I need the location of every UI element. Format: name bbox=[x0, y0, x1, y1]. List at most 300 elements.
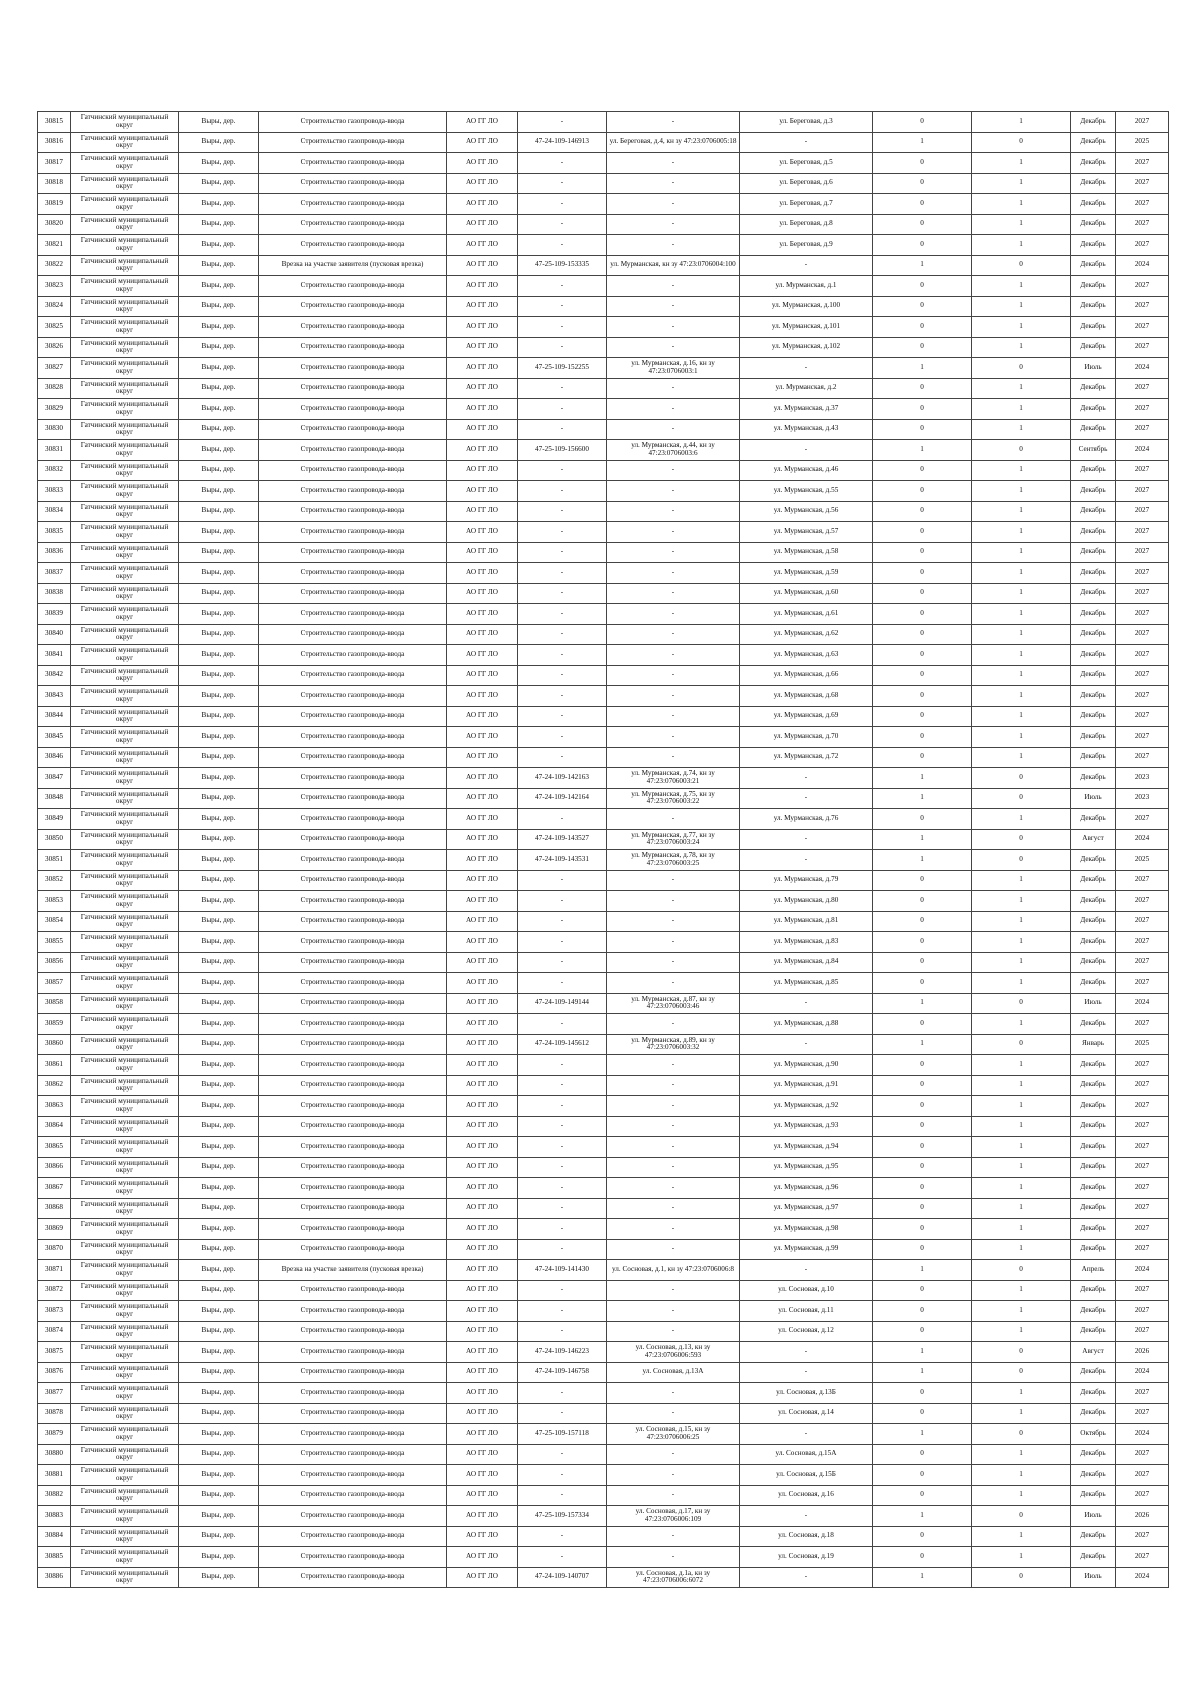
table-row bbox=[38, 1157, 1169, 1178]
table-row bbox=[38, 952, 1169, 973]
settlement-cell: Выры, дер. bbox=[179, 911, 259, 932]
month-cell: Декабрь bbox=[1071, 932, 1116, 953]
flag-a-cell: 0 bbox=[873, 1075, 972, 1096]
flag-b-cell: 1 bbox=[972, 624, 1071, 645]
table-row bbox=[38, 891, 1169, 912]
cadastral-address-cell: - bbox=[607, 276, 740, 297]
table-row bbox=[38, 727, 1169, 748]
row-number-cell: 30867 bbox=[38, 1178, 71, 1199]
address-cell: ул. Сосновая, д.10 bbox=[740, 1280, 873, 1301]
settlement-cell: Выры, дер. bbox=[179, 1178, 259, 1199]
table-row bbox=[38, 1321, 1169, 1342]
year-cell: 2027 bbox=[1116, 706, 1169, 727]
address-cell: ул. Береговая, д.6 bbox=[740, 173, 873, 194]
organization-cell: АО ГГ ЛО bbox=[447, 1362, 518, 1383]
month-cell: Август bbox=[1071, 1342, 1116, 1363]
year-cell: 2027 bbox=[1116, 1096, 1169, 1117]
address-cell: - bbox=[740, 358, 873, 379]
address-cell: ул. Мурманская, д.85 bbox=[740, 973, 873, 994]
row-number-cell: 30823 bbox=[38, 276, 71, 297]
address-cell: ул. Сосновая, д.19 bbox=[740, 1547, 873, 1568]
address-cell: ул. Мурманская, д.56 bbox=[740, 501, 873, 522]
year-cell: 2027 bbox=[1116, 1075, 1169, 1096]
row-number-cell: 30819 bbox=[38, 194, 71, 215]
table-row bbox=[38, 419, 1169, 440]
district-cell: Гатчинский муниципальный округ bbox=[71, 850, 179, 871]
table-row bbox=[38, 583, 1169, 604]
month-cell: Декабрь bbox=[1071, 1383, 1116, 1404]
settlement-cell: Выры, дер. bbox=[179, 891, 259, 912]
table-row bbox=[38, 1547, 1169, 1568]
row-number-cell: 30841 bbox=[38, 645, 71, 666]
cadastral-address-cell: ул. Мурманская, д.44, кн зу 47:23:0706003:6 bbox=[607, 440, 740, 461]
table-row bbox=[38, 1506, 1169, 1527]
address-cell: ул. Сосновая, д.18 bbox=[740, 1526, 873, 1547]
year-cell: 2024 bbox=[1116, 993, 1169, 1014]
month-cell: Декабрь bbox=[1071, 665, 1116, 686]
year-cell: 2023 bbox=[1116, 788, 1169, 809]
flag-b-cell: 1 bbox=[972, 973, 1071, 994]
flag-a-cell: 0 bbox=[873, 173, 972, 194]
district-cell: Гатчинский муниципальный округ bbox=[71, 891, 179, 912]
month-cell: Декабрь bbox=[1071, 1075, 1116, 1096]
month-cell: Сентябрь bbox=[1071, 440, 1116, 461]
work-type-cell: Строительство газопровода-ввода bbox=[259, 952, 447, 973]
settlement-cell: Выры, дер. bbox=[179, 255, 259, 276]
district-cell: Гатчинский муниципальный округ bbox=[71, 1362, 179, 1383]
district-cell: Гатчинский муниципальный округ bbox=[71, 501, 179, 522]
year-cell: 2023 bbox=[1116, 768, 1169, 789]
flag-a-cell: 0 bbox=[873, 870, 972, 891]
cadastral-address-cell: - bbox=[607, 1014, 740, 1035]
month-cell: Декабрь bbox=[1071, 1547, 1116, 1568]
year-cell: 2027 bbox=[1116, 1157, 1169, 1178]
month-cell: Декабрь bbox=[1071, 952, 1116, 973]
district-cell: Гатчинский муниципальный округ bbox=[71, 1075, 179, 1096]
flag-a-cell: 0 bbox=[873, 276, 972, 297]
district-cell: Гатчинский муниципальный округ bbox=[71, 358, 179, 379]
year-cell: 2027 bbox=[1116, 1137, 1169, 1158]
month-cell: Декабрь bbox=[1071, 1280, 1116, 1301]
row-number-cell: 30854 bbox=[38, 911, 71, 932]
district-cell: Гатчинский муниципальный округ bbox=[71, 1198, 179, 1219]
application-number-cell: - bbox=[518, 1465, 607, 1486]
district-cell: Гатчинский муниципальный округ bbox=[71, 624, 179, 645]
table-row bbox=[38, 870, 1169, 891]
year-cell: 2027 bbox=[1116, 911, 1169, 932]
cadastral-address-cell: - bbox=[607, 911, 740, 932]
flag-b-cell: 1 bbox=[972, 1075, 1071, 1096]
cadastral-address-cell: - bbox=[607, 686, 740, 707]
settlement-cell: Выры, дер. bbox=[179, 1444, 259, 1465]
month-cell: Декабрь bbox=[1071, 973, 1116, 994]
address-cell: - bbox=[740, 768, 873, 789]
settlement-cell: Выры, дер. bbox=[179, 1034, 259, 1055]
settlement-cell: Выры, дер. bbox=[179, 665, 259, 686]
address-cell: ул. Береговая, д.9 bbox=[740, 235, 873, 256]
application-number-cell: - bbox=[518, 665, 607, 686]
flag-a-cell: 0 bbox=[873, 1219, 972, 1240]
flag-a-cell: 1 bbox=[873, 1424, 972, 1445]
work-type-cell: Строительство газопровода-ввода bbox=[259, 378, 447, 399]
address-cell: ул. Мурманская, д.93 bbox=[740, 1116, 873, 1137]
cadastral-address-cell: - bbox=[607, 932, 740, 953]
flag-a-cell: 1 bbox=[873, 255, 972, 276]
row-number-cell: 30865 bbox=[38, 1137, 71, 1158]
flag-a-cell: 0 bbox=[873, 194, 972, 215]
row-number-cell: 30855 bbox=[38, 932, 71, 953]
organization-cell: АО ГГ ЛО bbox=[447, 1260, 518, 1281]
flag-a-cell: 0 bbox=[873, 747, 972, 768]
application-number-cell: - bbox=[518, 1301, 607, 1322]
work-type-cell: Строительство газопровода-ввода bbox=[259, 399, 447, 420]
work-type-cell: Строительство газопровода-ввода bbox=[259, 1567, 447, 1588]
flag-b-cell: 1 bbox=[972, 911, 1071, 932]
table-row bbox=[38, 317, 1169, 338]
month-cell: Декабрь bbox=[1071, 891, 1116, 912]
work-type-cell: Строительство газопровода-ввода bbox=[259, 1526, 447, 1547]
flag-b-cell: 1 bbox=[972, 1465, 1071, 1486]
flag-a-cell: 0 bbox=[873, 645, 972, 666]
table-row bbox=[38, 1342, 1169, 1363]
organization-cell: АО ГГ ЛО bbox=[447, 1403, 518, 1424]
month-cell: Декабрь bbox=[1071, 624, 1116, 645]
work-type-cell: Строительство газопровода-ввода bbox=[259, 1465, 447, 1486]
flag-b-cell: 1 bbox=[972, 173, 1071, 194]
month-cell: Декабрь bbox=[1071, 460, 1116, 481]
address-cell: ул. Мурманская, д.72 bbox=[740, 747, 873, 768]
district-cell: Гатчинский муниципальный округ bbox=[71, 706, 179, 727]
year-cell: 2024 bbox=[1116, 255, 1169, 276]
district-cell: Гатчинский муниципальный округ bbox=[71, 870, 179, 891]
table-row bbox=[38, 194, 1169, 215]
table-row bbox=[38, 1116, 1169, 1137]
month-cell: Октябрь bbox=[1071, 1424, 1116, 1445]
organization-cell: АО ГГ ЛО bbox=[447, 1116, 518, 1137]
cadastral-address-cell: - bbox=[607, 173, 740, 194]
year-cell: 2027 bbox=[1116, 112, 1169, 133]
address-cell: ул. Мурманская, д.94 bbox=[740, 1137, 873, 1158]
flag-b-cell: 1 bbox=[972, 645, 1071, 666]
flag-b-cell: 1 bbox=[972, 1096, 1071, 1117]
year-cell: 2027 bbox=[1116, 1280, 1169, 1301]
year-cell: 2027 bbox=[1116, 501, 1169, 522]
application-number-cell: - bbox=[518, 624, 607, 645]
row-number-cell: 30838 bbox=[38, 583, 71, 604]
organization-cell: АО ГГ ЛО bbox=[447, 952, 518, 973]
cadastral-address-cell: - bbox=[607, 1321, 740, 1342]
flag-b-cell: 1 bbox=[972, 932, 1071, 953]
district-cell: Гатчинский муниципальный округ bbox=[71, 1383, 179, 1404]
flag-b-cell: 1 bbox=[972, 1116, 1071, 1137]
settlement-cell: Выры, дер. bbox=[179, 1239, 259, 1260]
address-cell: - bbox=[740, 850, 873, 871]
flag-a-cell: 0 bbox=[873, 1055, 972, 1076]
organization-cell: АО ГГ ЛО bbox=[447, 173, 518, 194]
organization-cell: АО ГГ ЛО bbox=[447, 501, 518, 522]
settlement-cell: Выры, дер. bbox=[179, 1137, 259, 1158]
flag-b-cell: 1 bbox=[972, 1157, 1071, 1178]
application-number-cell: - bbox=[518, 153, 607, 174]
year-cell: 2026 bbox=[1116, 1342, 1169, 1363]
month-cell: Декабрь bbox=[1071, 645, 1116, 666]
month-cell: Декабрь bbox=[1071, 399, 1116, 420]
application-number-cell: - bbox=[518, 1526, 607, 1547]
application-number-cell: - bbox=[518, 1383, 607, 1404]
flag-b-cell: 1 bbox=[972, 583, 1071, 604]
cadastral-address-cell: - bbox=[607, 1526, 740, 1547]
address-cell: ул. Сосновая, д.14 bbox=[740, 1403, 873, 1424]
settlement-cell: Выры, дер. bbox=[179, 1321, 259, 1342]
year-cell: 2027 bbox=[1116, 1444, 1169, 1465]
application-number-cell: - bbox=[518, 1014, 607, 1035]
year-cell: 2027 bbox=[1116, 1403, 1169, 1424]
flag-b-cell: 0 bbox=[972, 1567, 1071, 1588]
month-cell: Июль bbox=[1071, 788, 1116, 809]
table-row bbox=[38, 788, 1169, 809]
address-cell: ул. Мурманская, д.96 bbox=[740, 1178, 873, 1199]
work-type-cell: Строительство газопровода-ввода bbox=[259, 1547, 447, 1568]
cadastral-address-cell: ул. Мурманская, д.77, кн зу 47:23:0706003:24 bbox=[607, 829, 740, 850]
flag-a-cell: 0 bbox=[873, 296, 972, 317]
year-cell: 2027 bbox=[1116, 973, 1169, 994]
row-number-cell: 30857 bbox=[38, 973, 71, 994]
settlement-cell: Выры, дер. bbox=[179, 358, 259, 379]
work-type-cell: Строительство газопровода-ввода bbox=[259, 1444, 447, 1465]
application-number-cell: - bbox=[518, 1096, 607, 1117]
flag-b-cell: 1 bbox=[972, 1198, 1071, 1219]
table-row bbox=[38, 132, 1169, 153]
table-row bbox=[38, 1014, 1169, 1035]
settlement-cell: Выры, дер. bbox=[179, 419, 259, 440]
district-cell: Гатчинский муниципальный округ bbox=[71, 1260, 179, 1281]
application-number-cell: - bbox=[518, 1485, 607, 1506]
cadastral-address-cell: - bbox=[607, 1465, 740, 1486]
cadastral-address-cell: - bbox=[607, 1301, 740, 1322]
flag-a-cell: 0 bbox=[873, 317, 972, 338]
district-cell: Гатчинский муниципальный округ bbox=[71, 1321, 179, 1342]
month-cell: Декабрь bbox=[1071, 1444, 1116, 1465]
flag-a-cell: 0 bbox=[873, 973, 972, 994]
year-cell: 2027 bbox=[1116, 399, 1169, 420]
year-cell: 2027 bbox=[1116, 624, 1169, 645]
month-cell: Декабрь bbox=[1071, 1362, 1116, 1383]
address-cell: ул. Мурманская, д.2 bbox=[740, 378, 873, 399]
organization-cell: АО ГГ ЛО bbox=[447, 522, 518, 543]
work-type-cell: Строительство газопровода-ввода bbox=[259, 1239, 447, 1260]
settlement-cell: Выры, дер. bbox=[179, 522, 259, 543]
table-row bbox=[38, 378, 1169, 399]
year-cell: 2027 bbox=[1116, 583, 1169, 604]
organization-cell: АО ГГ ЛО bbox=[447, 747, 518, 768]
table-row bbox=[38, 1567, 1169, 1588]
organization-cell: АО ГГ ЛО bbox=[447, 604, 518, 625]
month-cell: Декабрь bbox=[1071, 173, 1116, 194]
flag-a-cell: 1 bbox=[873, 768, 972, 789]
settlement-cell: Выры, дер. bbox=[179, 1116, 259, 1137]
month-cell: Декабрь bbox=[1071, 1055, 1116, 1076]
settlement-cell: Выры, дер. bbox=[179, 1547, 259, 1568]
flag-b-cell: 1 bbox=[972, 1321, 1071, 1342]
work-type-cell: Строительство газопровода-ввода bbox=[259, 296, 447, 317]
flag-a-cell: 0 bbox=[873, 686, 972, 707]
application-number-cell: 47-25-109-156600 bbox=[518, 440, 607, 461]
work-type-cell: Строительство газопровода-ввода bbox=[259, 809, 447, 830]
month-cell: Декабрь bbox=[1071, 378, 1116, 399]
address-cell: - bbox=[740, 829, 873, 850]
application-number-cell: 47-24-109-141430 bbox=[518, 1260, 607, 1281]
cadastral-address-cell: - bbox=[607, 214, 740, 235]
address-cell: ул. Береговая, д.8 bbox=[740, 214, 873, 235]
month-cell: Декабрь bbox=[1071, 1465, 1116, 1486]
month-cell: Декабрь bbox=[1071, 235, 1116, 256]
application-number-cell: 47-24-109-143531 bbox=[518, 850, 607, 871]
flag-a-cell: 0 bbox=[873, 1465, 972, 1486]
row-number-cell: 30816 bbox=[38, 132, 71, 153]
table-row bbox=[38, 112, 1169, 133]
district-cell: Гатчинский муниципальный округ bbox=[71, 1567, 179, 1588]
flag-b-cell: 0 bbox=[972, 1342, 1071, 1363]
address-cell: ул. Береговая, д.7 bbox=[740, 194, 873, 215]
address-cell: ул. Мурманская, д.69 bbox=[740, 706, 873, 727]
flag-b-cell: 0 bbox=[972, 768, 1071, 789]
table-row bbox=[38, 1444, 1169, 1465]
settlement-cell: Выры, дер. bbox=[179, 481, 259, 502]
flag-b-cell: 1 bbox=[972, 112, 1071, 133]
settlement-cell: Выры, дер. bbox=[179, 460, 259, 481]
flag-a-cell: 1 bbox=[873, 132, 972, 153]
work-type-cell: Строительство газопровода-ввода bbox=[259, 112, 447, 133]
application-number-cell: - bbox=[518, 747, 607, 768]
district-cell: Гатчинский муниципальный округ bbox=[71, 1116, 179, 1137]
work-type-cell: Строительство газопровода-ввода bbox=[259, 829, 447, 850]
year-cell: 2027 bbox=[1116, 460, 1169, 481]
year-cell: 2024 bbox=[1116, 829, 1169, 850]
organization-cell: АО ГГ ЛО bbox=[447, 583, 518, 604]
work-type-cell: Строительство газопровода-ввода bbox=[259, 481, 447, 502]
district-cell: Гатчинский муниципальный округ bbox=[71, 1547, 179, 1568]
month-cell: Декабрь bbox=[1071, 214, 1116, 235]
flag-a-cell: 1 bbox=[873, 1362, 972, 1383]
organization-cell: АО ГГ ЛО bbox=[447, 296, 518, 317]
flag-a-cell: 0 bbox=[873, 1157, 972, 1178]
settlement-cell: Выры, дер. bbox=[179, 276, 259, 297]
cadastral-address-cell: - bbox=[607, 1075, 740, 1096]
month-cell: Декабрь bbox=[1071, 850, 1116, 871]
settlement-cell: Выры, дер. bbox=[179, 1075, 259, 1096]
district-cell: Гатчинский муниципальный округ bbox=[71, 1137, 179, 1158]
cadastral-address-cell: - bbox=[607, 481, 740, 502]
row-number-cell: 30824 bbox=[38, 296, 71, 317]
organization-cell: АО ГГ ЛО bbox=[447, 1424, 518, 1445]
work-type-cell: Строительство газопровода-ввода bbox=[259, 1055, 447, 1076]
application-number-cell: 47-24-109-146913 bbox=[518, 132, 607, 153]
settlement-cell: Выры, дер. bbox=[179, 1157, 259, 1178]
year-cell: 2027 bbox=[1116, 481, 1169, 502]
month-cell: Декабрь bbox=[1071, 686, 1116, 707]
application-number-cell: - bbox=[518, 235, 607, 256]
work-type-cell: Строительство газопровода-ввода bbox=[259, 1075, 447, 1096]
address-cell: ул. Мурманская, д.83 bbox=[740, 932, 873, 953]
address-cell: ул. Мурманская, д.95 bbox=[740, 1157, 873, 1178]
cadastral-address-cell: - bbox=[607, 1219, 740, 1240]
settlement-cell: Выры, дер. bbox=[179, 542, 259, 563]
flag-b-cell: 1 bbox=[972, 1526, 1071, 1547]
month-cell: Декабрь bbox=[1071, 501, 1116, 522]
district-cell: Гатчинский муниципальный округ bbox=[71, 727, 179, 748]
flag-b-cell: 0 bbox=[972, 1424, 1071, 1445]
work-type-cell: Строительство газопровода-ввода bbox=[259, 645, 447, 666]
flag-b-cell: 1 bbox=[972, 1403, 1071, 1424]
flag-a-cell: 0 bbox=[873, 337, 972, 358]
work-type-cell: Строительство газопровода-ввода bbox=[259, 1116, 447, 1137]
month-cell: Декабрь bbox=[1071, 870, 1116, 891]
organization-cell: АО ГГ ЛО bbox=[447, 1485, 518, 1506]
row-number-cell: 30878 bbox=[38, 1403, 71, 1424]
settlement-cell: Выры, дер. bbox=[179, 296, 259, 317]
row-number-cell: 30859 bbox=[38, 1014, 71, 1035]
flag-a-cell: 0 bbox=[873, 1321, 972, 1342]
organization-cell: АО ГГ ЛО bbox=[447, 624, 518, 645]
application-number-cell: 47-25-109-153335 bbox=[518, 255, 607, 276]
flag-a-cell: 0 bbox=[873, 891, 972, 912]
district-cell: Гатчинский муниципальный округ bbox=[71, 952, 179, 973]
address-cell: ул. Мурманская, д.99 bbox=[740, 1239, 873, 1260]
settlement-cell: Выры, дер. bbox=[179, 563, 259, 584]
year-cell: 2025 bbox=[1116, 132, 1169, 153]
work-type-cell: Врезка на участке заявителя (пусковая врезка) bbox=[259, 1260, 447, 1281]
address-cell: ул. Мурманская, д.61 bbox=[740, 604, 873, 625]
cadastral-address-cell: - bbox=[607, 645, 740, 666]
row-number-cell: 30848 bbox=[38, 788, 71, 809]
row-number-cell: 30849 bbox=[38, 809, 71, 830]
settlement-cell: Выры, дер. bbox=[179, 1362, 259, 1383]
application-number-cell: - bbox=[518, 1403, 607, 1424]
row-number-cell: 30820 bbox=[38, 214, 71, 235]
settlement-cell: Выры, дер. bbox=[179, 440, 259, 461]
month-cell: Декабрь bbox=[1071, 727, 1116, 748]
table-row bbox=[38, 1465, 1169, 1486]
flag-a-cell: 0 bbox=[873, 1301, 972, 1322]
work-type-cell: Строительство газопровода-ввода bbox=[259, 911, 447, 932]
settlement-cell: Выры, дер. bbox=[179, 1055, 259, 1076]
application-number-cell: - bbox=[518, 1547, 607, 1568]
organization-cell: АО ГГ ЛО bbox=[447, 399, 518, 420]
organization-cell: АО ГГ ЛО bbox=[447, 1383, 518, 1404]
cadastral-address-cell: - bbox=[607, 1116, 740, 1137]
district-cell: Гатчинский муниципальный округ bbox=[71, 563, 179, 584]
settlement-cell: Выры, дер. bbox=[179, 727, 259, 748]
address-cell: ул. Мурманская, д.92 bbox=[740, 1096, 873, 1117]
address-cell: - bbox=[740, 255, 873, 276]
address-cell: ул. Мурманская, д.66 bbox=[740, 665, 873, 686]
row-number-cell: 30862 bbox=[38, 1075, 71, 1096]
work-type-cell: Строительство газопровода-ввода bbox=[259, 1383, 447, 1404]
settlement-cell: Выры, дер. bbox=[179, 583, 259, 604]
application-number-cell: - bbox=[518, 727, 607, 748]
address-cell: ул. Мурманская, д.70 bbox=[740, 727, 873, 748]
cadastral-address-cell: ул. Сосновая, д.1а, кн зу 47:23:0706006:6072 bbox=[607, 1567, 740, 1588]
address-cell: ул. Мурманская, д.43 bbox=[740, 419, 873, 440]
work-type-cell: Строительство газопровода-ввода bbox=[259, 665, 447, 686]
application-number-cell: - bbox=[518, 686, 607, 707]
address-cell: - bbox=[740, 1260, 873, 1281]
flag-b-cell: 0 bbox=[972, 1260, 1071, 1281]
flag-b-cell: 0 bbox=[972, 993, 1071, 1014]
flag-b-cell: 1 bbox=[972, 276, 1071, 297]
row-number-cell: 30881 bbox=[38, 1465, 71, 1486]
cadastral-address-cell: - bbox=[607, 378, 740, 399]
